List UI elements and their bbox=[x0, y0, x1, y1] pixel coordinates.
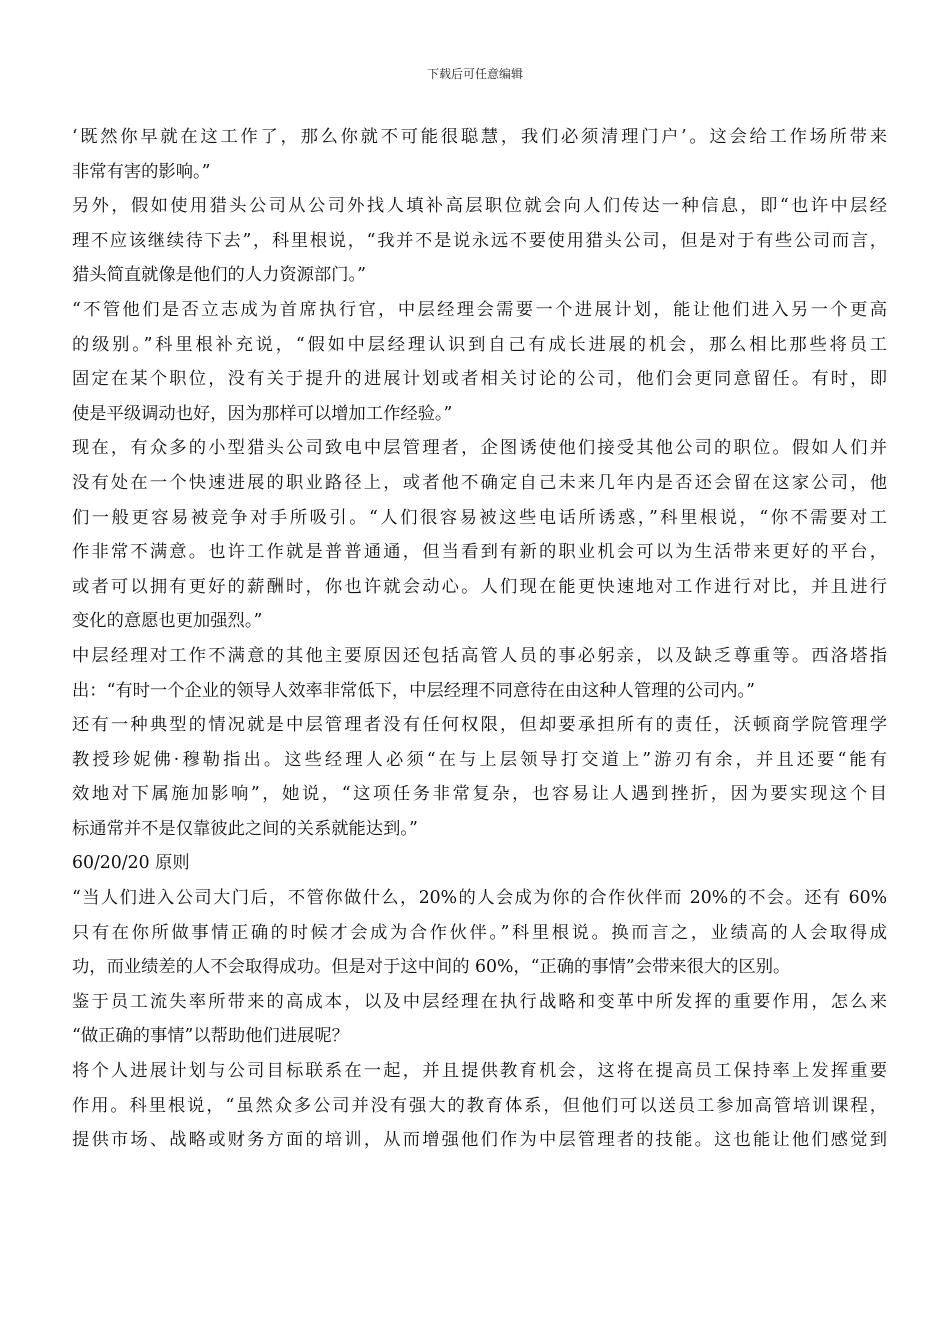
text-line: 还有一种典型的情况就是中层管理者没有任何权限，但却要承担所有的责任，沃顿商学院管理学 bbox=[72, 715, 887, 736]
text-line: 理不应该继续待下去”，科里根说，“我并不是说永远不要使用猎头公司，但是对于有些公司而言， bbox=[72, 230, 887, 251]
text-line: 功，而业绩差的人不会取得成功。但是对于这中间的 60%，“正确的事情”会带来很大的区别。 bbox=[72, 957, 791, 978]
text-line: 出：“有时一个企业的领导人效率非常低下，中层经理不同意待在由这种人管理的公司内。” bbox=[72, 680, 755, 701]
text-line: 效地对下属施加影响”，她说，“这项任务非常复杂，也容易让人遇到挫折，因为要实现这个目 bbox=[72, 784, 887, 805]
text-line: 只有在你所做事情正确的时候才会成为合作伙伴。”科里根说。换而言之，业绩高的人会取得成 bbox=[72, 922, 887, 943]
page-header: 下载后可任意编辑 bbox=[426, 67, 523, 81]
text-line: “做正确的事情”以帮助他们进展呢？ bbox=[72, 1026, 349, 1047]
text-line: 作非常不满意。也许工作就是普普通通，但当看到有新的职业机会可以为生活带来更好的平台， bbox=[72, 542, 887, 563]
text-line: 另外，假如使用猎头公司从公司外找人填补高层职位就会向人们传达一种信息，即“也许中层经 bbox=[72, 196, 887, 217]
text-line: ‘既然你早就在这工作了，那么你就不可能很聪慧，我们必须清理门户’。这会给工作场所带来 bbox=[72, 127, 887, 147]
text-line: 现在，有众多的小型猎头公司致电中层管理者，企图诱使他们接受其他公司的职位。假如人们并 bbox=[72, 438, 887, 459]
text-line: 中层经理对工作不满意的其他主要原因还包括高管人员的事必躬亲，以及缺乏尊重等。西洛塔指 bbox=[72, 645, 887, 666]
text-line: 标通常并不是仅靠彼此之间的关系就能达到。” bbox=[72, 818, 418, 839]
text-line: 猎头简直就像是他们的人力资源部门。” bbox=[72, 265, 366, 286]
text-line: 使是平级调动也好，因为那样可以增加工作经验。” bbox=[72, 403, 453, 424]
text-line: 教授珍妮佛·穆勒指出。这些经理人必须“在与上层领导打交道上”游刃有余，并且还要“能有 bbox=[72, 749, 887, 770]
text-line: 作用。科里根说，“虽然众多公司并没有强大的教育体系，但他们可以送员工参加高管培训课程， bbox=[72, 1095, 887, 1116]
text-line: 60/20/20 原则 bbox=[72, 853, 190, 874]
text-line: 没有处在一个快速进展的职业路径上，或者他不确定自己未来几年内是否还会留在这家公司，他 bbox=[72, 472, 887, 493]
text-line: 将个人进展计划与公司目标联系在一起，并且提供教育机会，这将在提高员工保持率上发挥重要 bbox=[72, 1061, 887, 1082]
text-line: 提供市场、战略或财务方面的培训，从而增强他们作为中层管理者的技能。这也能让他们感觉到 bbox=[72, 1130, 887, 1151]
text-line: 的级别。”科里根补充说，“假如中层经理认识到自己有成长进展的机会，那么相比那些将员工 bbox=[72, 334, 887, 355]
text-line: 鉴于员工流失率所带来的高成本，以及中层经理在执行战略和变革中所发挥的重要作用，怎么来 bbox=[72, 991, 887, 1012]
text-line: 非常有害的影响。” bbox=[72, 161, 211, 182]
text-line: 或者可以拥有更好的薪酬时，你也许就会动心。人们现在能更快速地对工作进行对比，并且进行 bbox=[72, 576, 887, 597]
text-line: “当人们进入公司大门后，不管你做什么，20%的人会成为你的合作伙伴而 20%的不会。还有 60% bbox=[72, 888, 887, 909]
text-line: “不管他们是否立志成为首席执行官，中层经理会需要一个进展计划，能让他们进入另一个更高 bbox=[72, 299, 887, 320]
text-line: 们一般更容易被竞争对手所吸引。“人们很容易被这些电话所诱惑，”科里根说，“你不需要对工 bbox=[72, 507, 887, 528]
text-line: 固定在某个职位，没有关于提升的进展计划或者相关讨论的公司，他们会更同意留任。有时，即 bbox=[72, 369, 887, 390]
document-body bbox=[72, 120, 887, 1158]
text-line: 变化的意愿也更加强烈。” bbox=[72, 611, 263, 632]
